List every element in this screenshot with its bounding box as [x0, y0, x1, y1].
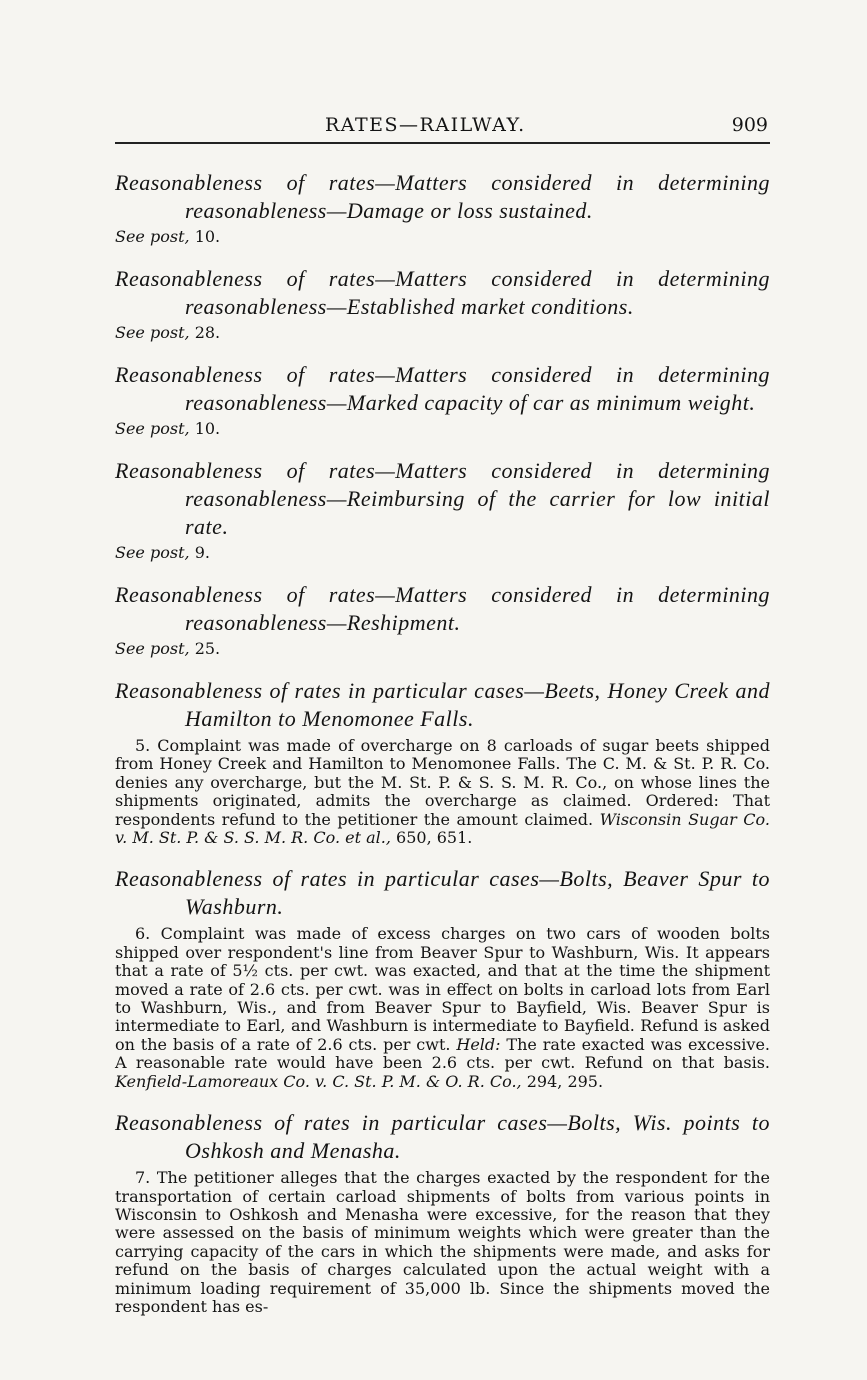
running-title: RATES—RAILWAY. — [325, 114, 526, 136]
cross-reference: See post, 25. — [115, 639, 221, 658]
case-entry — [115, 677, 770, 847]
citation-pages: 294, 295. — [526, 1071, 604, 1091]
cross-reference: See post, 9. — [115, 543, 210, 562]
case-heading: Reasonableness of rates in particular cases—Beets, Honey Creek and Hamilton to Menomonee Falls. — [115, 678, 770, 731]
index-entry — [115, 361, 770, 439]
header-rule — [115, 142, 770, 144]
running-header — [115, 112, 770, 142]
index-entry — [115, 265, 770, 343]
index-entry — [115, 581, 770, 659]
entry-heading: Reasonableness of rates—Matters considered in determining reasonableness—Established market conditions. — [115, 266, 770, 319]
cross-reference: See post, 10. — [115, 419, 221, 438]
case-paragraph: 7. The petitioner alleges that the charges exacted by the respondent for the transportation of certain carload shipments of bolts from various points in Wisconsin to Oshkosh and Menasha were excessive, for the reason that they were assessed on the basis of minimum weights which were greater than the carrying capacity of the cars in which the shipments were made, and asks for refund on the basis of charges calculated upon the actual weight with a minimum loading requirement of 35,000 lb. Since the shipments moved the respondent has es- — [115, 1168, 770, 1316]
entry-heading: Reasonableness of rates—Matters considered in determining reasonableness—Damage or loss sustained. — [115, 170, 770, 223]
entry-heading: Reasonableness of rates—Matters considered in determining reasonableness—Reshipment. — [115, 582, 770, 635]
page-number: 909 — [731, 114, 768, 136]
case-citation: Kenfield-Lamoreaux Co. v. C. St. P. M. & O. R. Co., — [115, 1071, 522, 1091]
case-entry — [115, 1109, 770, 1316]
entry-heading: Reasonableness of rates—Matters considered in determining reasonableness—Reimbursing of the carrier for low initial rate. — [115, 458, 770, 539]
case-paragraph: 6. Complaint was made of excess charges on two cars of wooden bolts shipped over respondent's line from Beaver Spur to Washburn, Wis. It appears that a rate of 5½ cts. per cwt. was exacted, and that at the time the shipment moved a rate of 2.6 cts. per cwt. was in effect on bolts in carload lots from Earl to Washburn, Wis., and from Beaver Spur to Bayfield, Wis. Beaver Spur is intermediate to Earl, and Washburn is intermediate to Bayfield. Refund is asked on the basis of a rate of 2.6 cts. per cwt. Held: The rate exacted was excessive. A reasonable rate would have been 2.6 cts. per cwt. Refund on that basis. Kenfield-Lamoreaux Co. v. C. St. P. M. & O. R. Co., 294, 295. — [115, 924, 771, 1091]
case-heading: Reasonableness of rates in particular cases—Bolts, Wis. points to Oshkosh and Menasha. — [115, 1110, 770, 1164]
cross-reference: See post, 28. — [115, 323, 221, 342]
index-entry — [115, 169, 770, 247]
index-entry — [115, 457, 770, 563]
case-paragraph: 5. Complaint was made of overcharge on 8 carloads of sugar beets shipped from Honey Creek and Hamilton to Menomonee Falls. The C. M. & St. P. R. Co. denies any overcharge, but the M. St. P. & S. S. M. R. Co., on whose lines the shipments originated, admits the overcharge as claimed. Ordered: That respondents refund to the petitioner the amount claimed. Wisconsin Sugar Co. v. M. St. P. & S. S. M. R. Co. et al., 650, 651. — [115, 736, 770, 848]
page-content — [115, 112, 770, 1334]
case-heading: Reasonableness of rates in particular cases—Bolts, Beaver Spur to Washburn. — [115, 866, 770, 920]
citation-pages: 650, 651. — [396, 828, 473, 848]
case-citation: Wisconsin Sugar Co. v. M. St. P. & S. S. M. R. Co. et al., — [115, 809, 770, 848]
cross-reference: See post, 10. — [115, 227, 221, 246]
case-entry — [115, 865, 770, 1091]
held-label: Held: — [456, 1034, 501, 1054]
entry-heading: Reasonableness of rates—Matters considered in determining reasonableness—Marked capacity of car as minimum weight. — [115, 362, 770, 415]
